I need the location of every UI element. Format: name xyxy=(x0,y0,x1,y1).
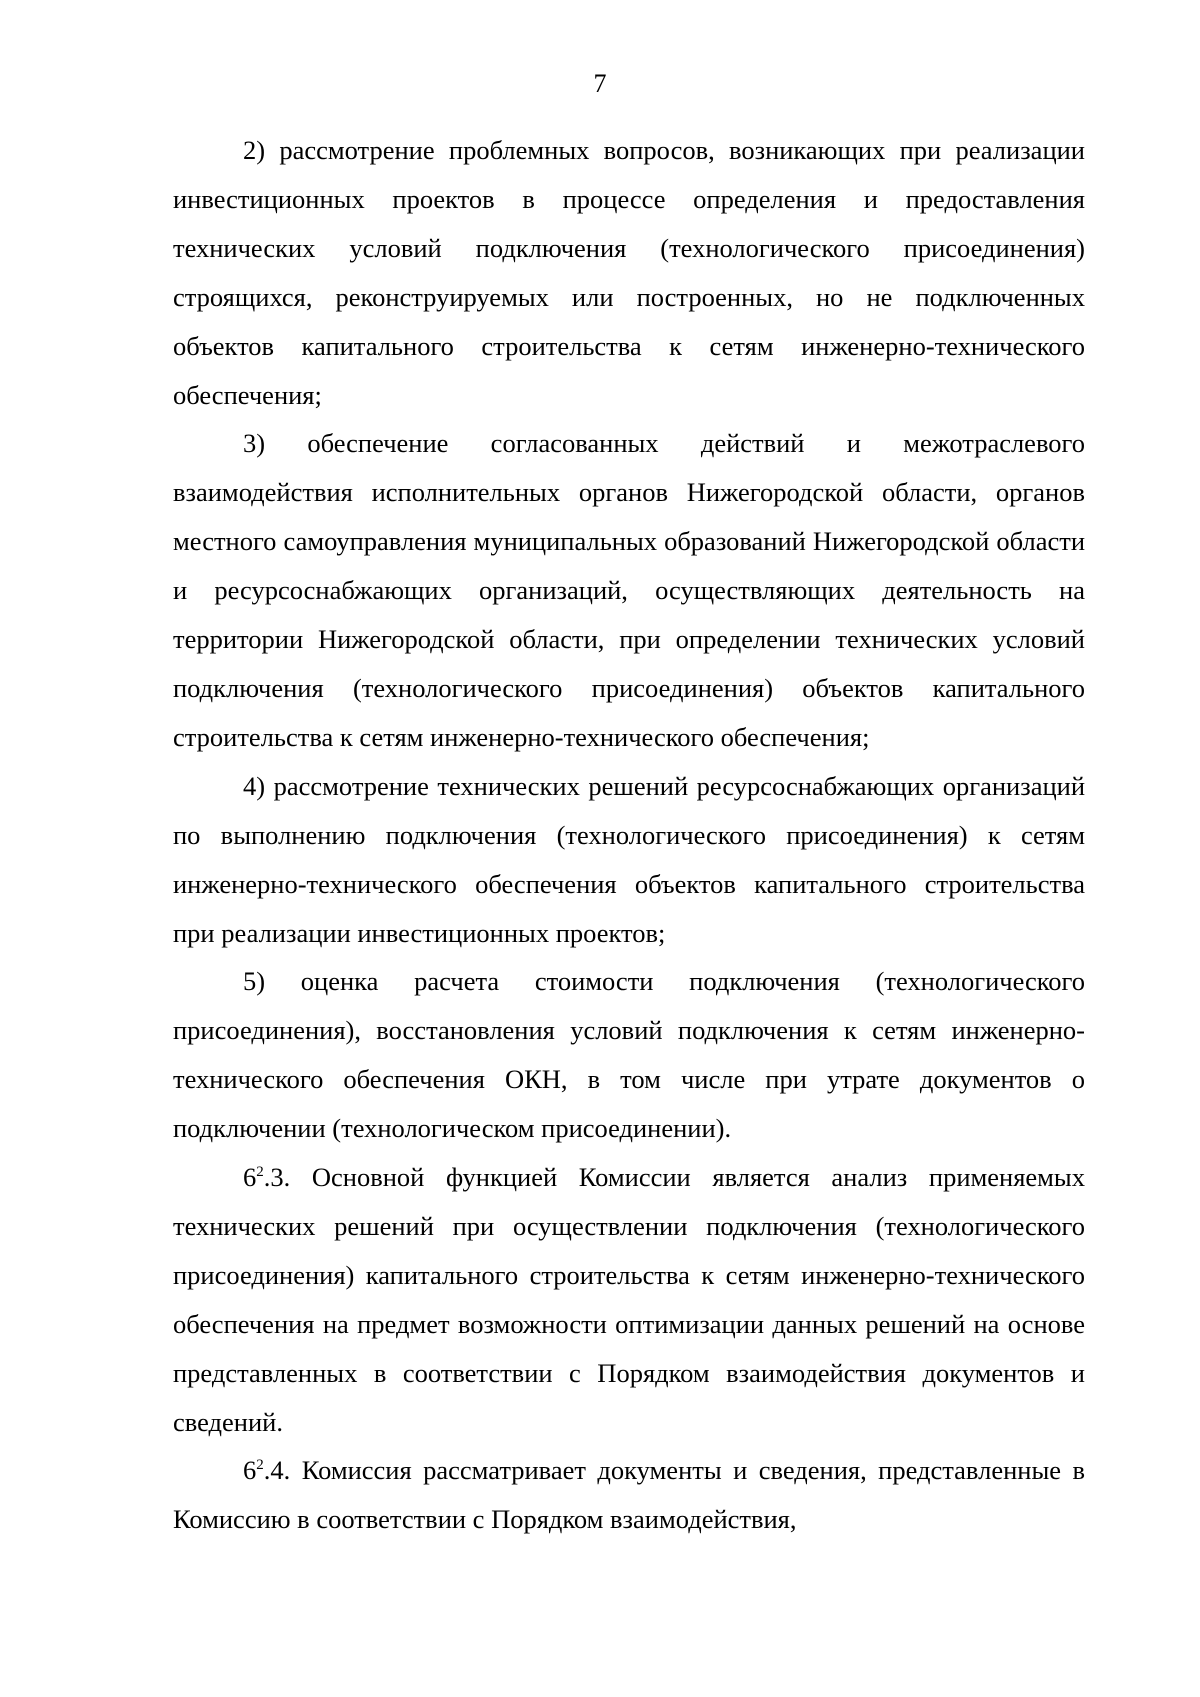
paragraph-text: 5) оценка расчета стоимости подключения (технологического присоединения), восстановления условий подключения к сетям инженерно-технического обеспечения ОКН, в том числе при утрате документов о подключении (технологическом присоединении). xyxy=(173,966,1085,1144)
list-item-4 xyxy=(173,762,1085,958)
clause-6-2-3 xyxy=(173,1153,1085,1446)
clause-6-2-4 xyxy=(173,1446,1085,1544)
clause-number-rest: .4. xyxy=(263,1455,291,1486)
page-number: 7 xyxy=(593,69,607,98)
paragraph-text: Комиссия рассматривает документы и сведения, представленные в Комиссию в соответствии с Порядком взаимодействия, xyxy=(173,1455,1085,1535)
document-body xyxy=(173,126,1085,1544)
clause-number-rest: .3. xyxy=(263,1162,291,1193)
list-item-2 xyxy=(173,126,1085,419)
paragraph-text: 3) обеспечение согласованных действий и межотраслевого взаимодействия исполнительных органов Нижегородской области, органов местного самоуправления муниципальных образований Нижегородской области и ресурсоснабжающих организаций, осуществляющих деятельность на территории Нижегородской области, при определении технических условий подключения (технологического присоединения) объектов капитального строительства к сетям инженерно-технического обеспечения; xyxy=(173,428,1085,752)
paragraph-text: Основной функцией Комиссии является анализ применяемых технических решений при осуществлении подключения (технологического присоединения) капитального строительства к сетям инженерно-технического обеспечения на предмет возможности оптимизации данных решений на основе представленных в соответствии с Порядком взаимодействия документов и сведений. xyxy=(173,1162,1085,1437)
paragraph-text: 4) рассмотрение технических решений ресурсоснабжающих организаций по выполнению подключения (технологического присоединения) к сетям инженерно-технического обеспечения объектов капитального строительства при реализации инвестиционных проектов; xyxy=(173,770,1085,948)
clause-number-base: 6 xyxy=(243,1455,257,1486)
list-item-3 xyxy=(173,419,1085,761)
clause-number-superscript: 2 xyxy=(256,1457,264,1474)
paragraph-text: 2) рассмотрение проблемных вопросов, возникающих при реализации инвестиционных проектов в процессе определения и предоставления технических условий подключения (технологического присоединения) строящихся, реконструируемых или построенных, но не подключенных объектов капитального строительства к сетям инженерно-технического обеспечения; xyxy=(173,135,1085,410)
clause-number-superscript: 2 xyxy=(256,1164,264,1181)
clause-number-base: 6 xyxy=(243,1162,257,1193)
list-item-5 xyxy=(173,957,1085,1153)
